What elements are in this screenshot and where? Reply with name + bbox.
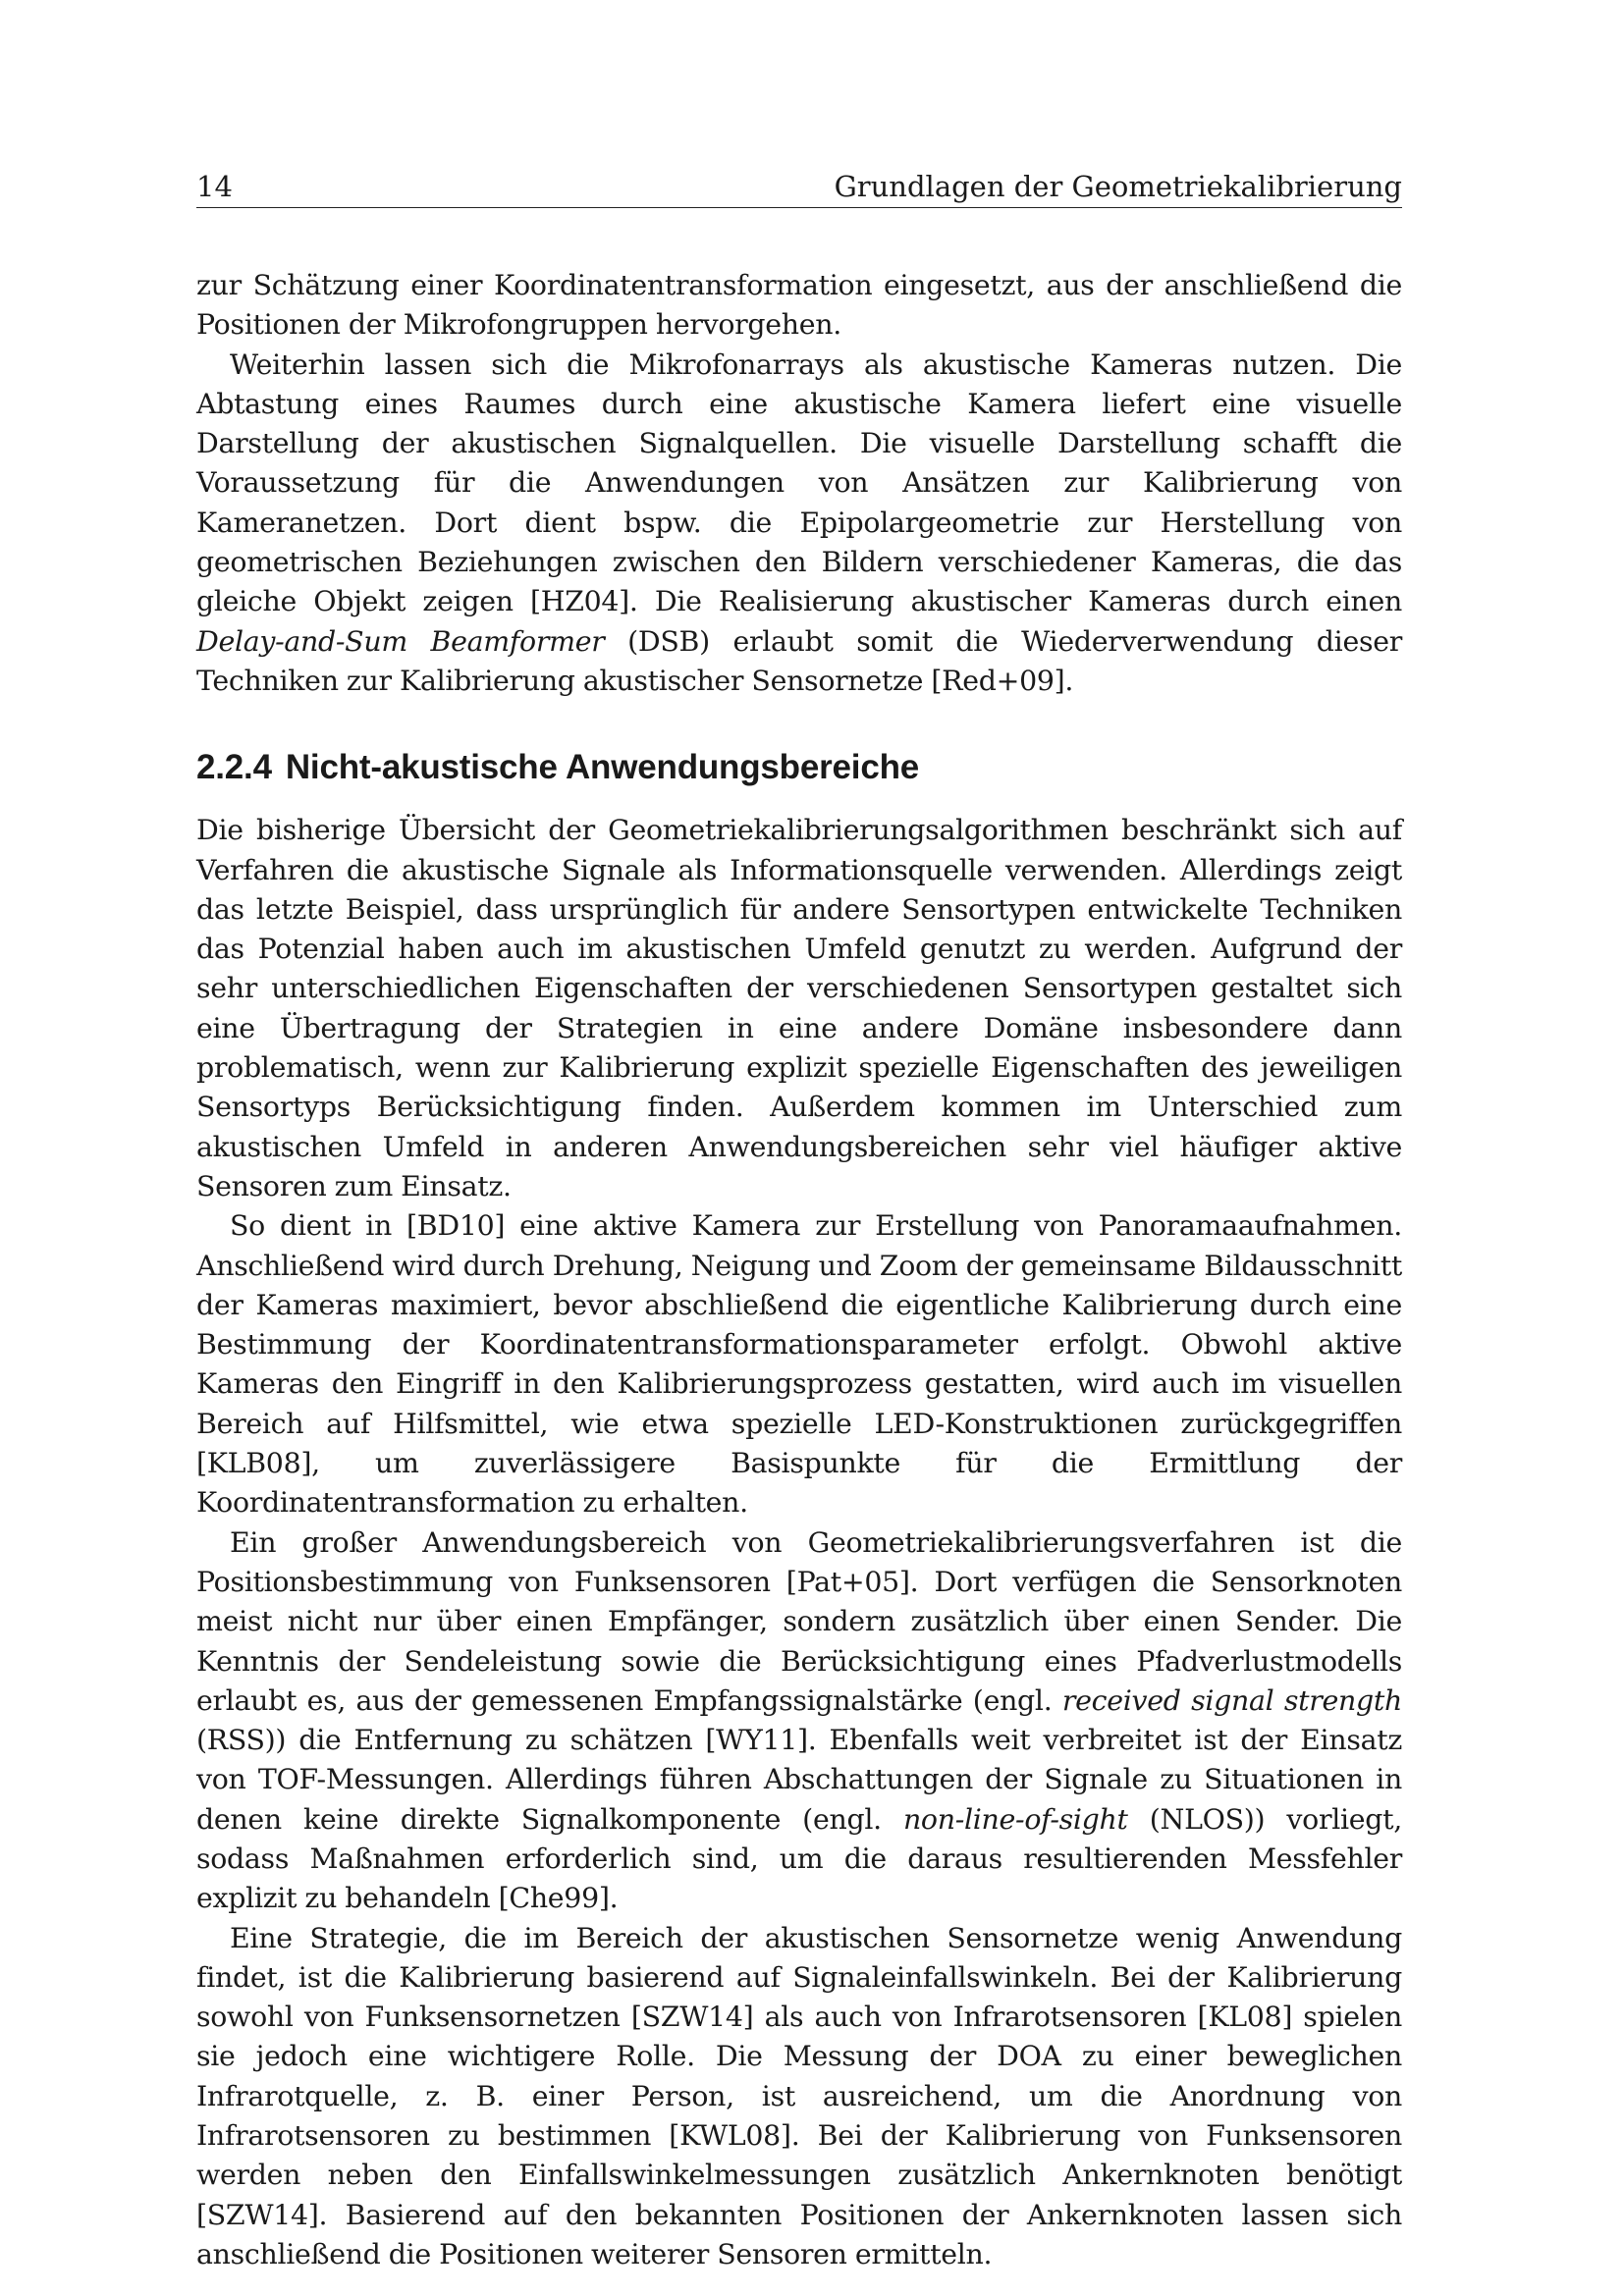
text-run: Weiterhin lassen sich die Mikrofonarrays als akustische Kameras nutzen. Die Abtastung eines Raumes durch eine akustische Kamera liefert eine visuelle Darstellung der akustischen Signalquellen. Die visuelle Darstellung schafft die Voraussetzung für die Anwendungen von Ansätzen zur Kalibrierung von Kameranetzen. Dort dient bspw. die Epipolargeometrie zur Herstellung von geometrischen Beziehungen zwischen den Bildern verschiedener Kameras, die das gleiche Objekt zeigen [HZ04]. Die Realisierung akustischer Kameras durch einen	[196, 347, 1402, 618]
text-run: Die bisherige Übersicht der Geometriekalibrierungsalgorithmen beschränkt sich auf Verfahren die akustische Signale als Informationsquelle verwenden. Allerdings zeigt das letzte Beispiel, dass ursprünglich für andere Sensortypen entwickelte Techniken das Potenzial haben auch im akustischen Umfeld genutzt zu werden. Aufgrund der sehr unterschiedlichen Eigenschaften der verschiedenen Sensortypen gestaltet sich eine Übertragung der Strategien in eine andere Domäne insbesondere dann problematisch, wenn zur Kalibrierung explizit spezielle Eigenschaften des jeweiligen Sensortyps Berücksichtigung finden. Außerdem kommen im Unterschied zum akustischen Umfeld in anderen Anwendungsbereichen sehr viel häufiger aktive Sensoren zum Einsatz.	[196, 814, 1402, 1202]
text-run: So dient in [BD10] eine aktive Kamera zur Erstellung von Panoramaaufnahmen. Anschließend wird durch Drehung, Neigung und Zoom der gemeinsame Bildausschnitt der Kameras maximiert, bevor abschließend die eigentliche Kalibrierung durch eine Bestimmung der Koordinatentransformationsparameter erfolgt. Obwohl aktive Kameras den Eingriff in den Kalibrierungsprozess gestatten, wird auch im visuellen Bereich auf Hilfsmittel, wie etwa spezielle LED-Konstruktionen zurückgegriffen [KLB08], um zuverlässigere Basispunkte für die Ermittlung der Koordinatentransformation zu erhalten.	[196, 1209, 1402, 1520]
running-header	[196, 165, 1402, 208]
page-number: 14	[196, 170, 233, 203]
section-number: 2.2.4	[196, 748, 272, 787]
text-run: zur Schätzung einer Koordinatentransformation eingesetzt, aus der anschließend die Positionen der Mikrofongruppen hervorgehen.	[196, 269, 1402, 342]
section-title: Nicht-akustische Anwendungsbereiche	[285, 748, 920, 787]
paragraph-continuation	[196, 266, 1402, 346]
text-run: (RSS)) die Entfernung zu schätzen [WY11]. Ebenfalls weit verbreitet ist der Einsatz von TOF-Messungen. Allerdings führen Abschattungen der Signale zu Situationen in denen keine direkte Signalkomponente (engl.	[196, 1724, 1402, 1836]
body-text	[196, 266, 1402, 2274]
paragraph-overview	[196, 811, 1402, 1206]
section-heading	[196, 746, 1402, 789]
text-run: (NLOS)) vorliegt, sodass Maßnahmen erforderlich sind, um die daraus resultierenden Messfehler explizit zu behandeln [Che99].	[196, 1802, 1402, 1915]
italic-term: received signal strength	[1061, 1683, 1402, 1717]
text-run: (DSB) erlaubt somit die Wiederverwendung dieser Techniken zur Kalibrierung akustischer Sensornetze [Red+09].	[196, 624, 1402, 697]
italic-term: Delay-and-Sum Beamformer	[196, 624, 605, 658]
paragraph-active-camera	[196, 1206, 1402, 1522]
paragraph-radio-sensors	[196, 1523, 1402, 1919]
text-run: Eine Strategie, die im Bereich der akustischen Sensornetze wenig Anwendung findet, ist die Kalibrierung basierend auf Signaleinfallswinkeln. Bei der Kalibrierung sowohl von Funksensornetzen [SZW14] als auch von Infrarotsensoren [KL08] spielen sie jedoch eine wichtigere Rolle. Die Messung der DOA zu einer beweglichen Infrarotquelle, z. B. einer Person, ist ausreichend, um die Anordnung von Infrarotsensoren zu bestimmen [KWL08]. Bei der Kalibrierung von Funksensoren werden neben den Einfallswinkelmessungen zusätzlich Ankernknoten benötigt [SZW14]. Basierend auf den bekannten Positionen der Ankernknoten lassen sich anschließend die Positionen weiterer Sensoren ermitteln.	[196, 1921, 1402, 2270]
paragraph-doa-strategy	[196, 1919, 1402, 2275]
chapter-title: Grundlagen der Geometriekalibrierung	[834, 170, 1402, 203]
italic-term: non-line-of-sight	[902, 1802, 1128, 1836]
text-run: Ein großer Anwendungsbereich von Geometriekalibrierungsverfahren ist die Positionsbestimmung von Funksensoren [Pat+05]. Dort verfügen die Sensorknoten meist nicht nur über einen Empfänger, sondern zusätzlich über einen Sender. Die Kenntnis der Sendeleistung sowie die Berücksichtigung eines Pfadverlustmodells erlaubt es, aus der gemessenen Empfangssignalstärke (engl.	[196, 1525, 1402, 1717]
paragraph-acoustic-cameras	[196, 346, 1402, 702]
